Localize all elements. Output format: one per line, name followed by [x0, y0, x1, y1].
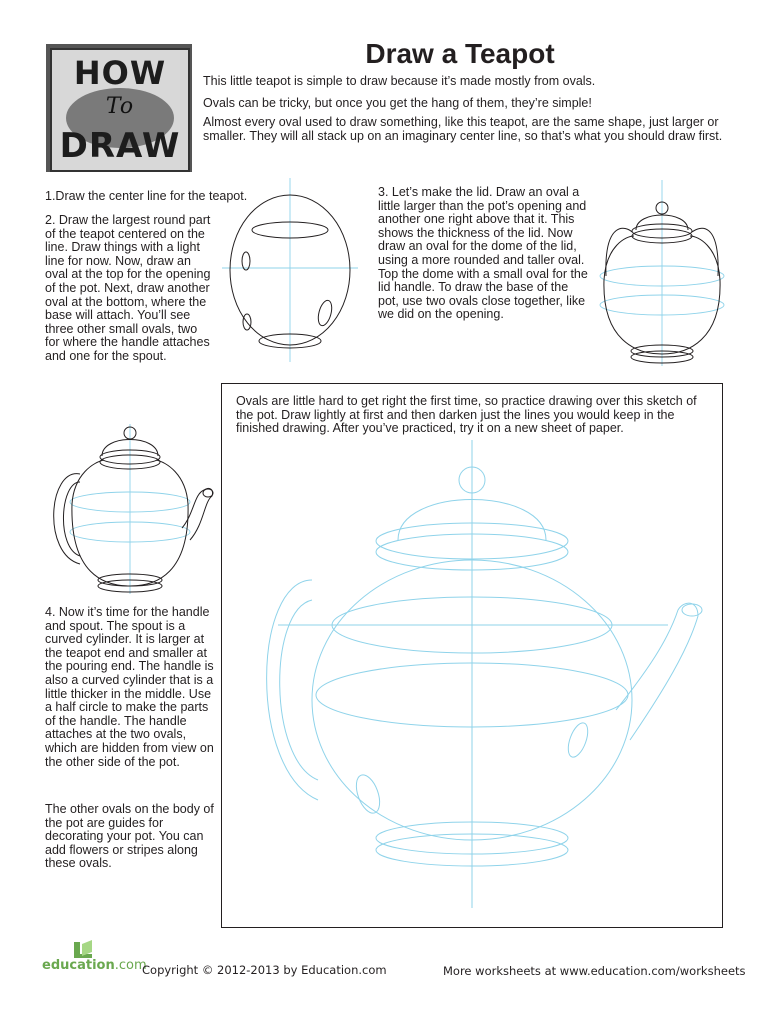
step-2-illustration	[220, 176, 360, 366]
intro-line-1: This little teapot is simple to draw because it’s made mostly from ovals.	[203, 74, 596, 88]
step-3-text: 3. Let’s make the lid. Draw an oval a little larger than the pot’s opening and another one right above that it. This shows the thickness of the lid. Now draw an oval for the dome of the lid, using a more rounded and taller oval. Top the dome with a small oval for the lid handle. To draw the base of the pot, use two ovals close together, like we did on the opening.	[378, 185, 588, 322]
decoration-note: The other ovals on the body of the pot are guides for decorating your pot. You can add flowers or stripes along these ovals.	[45, 802, 214, 871]
practice-guide-sketch	[258, 440, 718, 910]
brand-name: education	[42, 958, 115, 973]
practice-instructions: Ovals are little hard to get right the first time, so practice drawing over this sketch of the pot. Draw lightly at first and then darken just the lines you would keep in the finished drawing. After you’ve practiced, try it on a new sheet of paper.	[236, 394, 697, 436]
more-worksheets-link[interactable]: More worksheets at www.education.com/worksheets	[443, 964, 746, 978]
intro-line-3: Almost every oval used to draw something, like this teapot, are the same shape, just larger or smaller. They will all stack up on an imaginary center line, so that’s what you should draw first.	[203, 115, 723, 143]
logo-to: To	[105, 94, 135, 119]
step-4-illustration	[44, 424, 219, 596]
logo-how: HOW	[73, 54, 167, 92]
step-3-illustration	[596, 180, 736, 370]
step-2-text: 2. Draw the largest round part of the teapot centered on the line. Draw things with a light line for now. Now, draw an oval at the top for the opening of the pot. Next, draw another oval at the bottom, where the base will attach. You’ll see three other small ovals, two for where the handle attaches and one for the spout.	[45, 213, 211, 363]
logo-draw: DRAW	[59, 126, 181, 166]
page-title: Draw a Teapot	[365, 38, 555, 69]
intro-line-2: Ovals can be tricky, but once you get the hang of them, they’re simple!	[203, 96, 592, 110]
copyright-text: Copyright © 2012-2013 by Education.com	[142, 963, 387, 977]
brand-suffix: .com	[114, 958, 147, 973]
education-brand	[42, 958, 147, 973]
step-4-text: 4. Now it’s time for the handle and spout. The spout is a curved cylinder. It is larger at the teapot end and smaller at the pouring end. The handle is also a curved cylinder that is a little thicker in the middle. Use a half circle to make the parts of the handle. The handle attaches at the two ovals, which are hidden from view on the other side of the pot.	[45, 605, 214, 769]
how-to-draw-logo	[50, 48, 190, 172]
step-1-text: 1.Draw the center line for the teapot.	[45, 189, 248, 203]
